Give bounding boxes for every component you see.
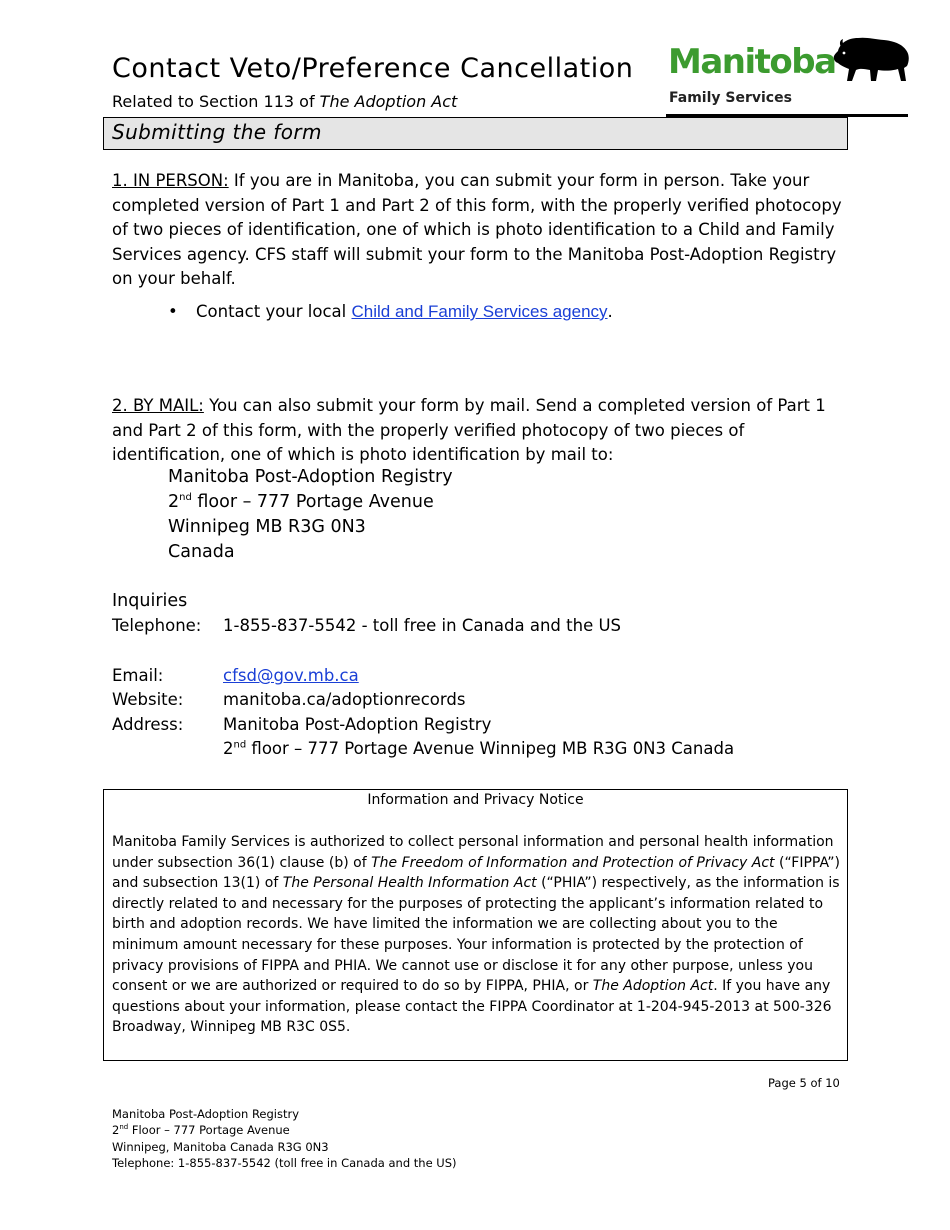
footer-line2: 2nd Floor – 777 Portage Avenue [112, 1123, 290, 1137]
in-person-paragraph [112, 169, 842, 292]
section-heading-bar [103, 117, 848, 150]
mail-address-line1: Manitoba Post-Adoption Registry [168, 467, 453, 487]
bison-icon [832, 35, 912, 87]
telephone-value: 1-855-837-5542 - toll free in Canada and the US [223, 616, 622, 635]
by-mail-label: 2. BY MAIL: [112, 396, 204, 415]
mail-address-line3: Winnipeg MB R3G 0N3 [168, 517, 366, 537]
manitoba-logo [666, 38, 910, 108]
in-person-text: If you are in Manitoba, you can submit your form in person. Take your completed version of Part 1 and Part 2 of this form, with the properly verified photocopy of two pieces of identification, one of which is photo identification to a Child and Family Services agency. CFS staff will submit your form to the Manitoba Post-Adoption Registry on your behalf. [112, 171, 842, 288]
footer-line3: Winnipeg, Manitoba Canada R3G 0N3 [112, 1140, 329, 1154]
footer-line1: Manitoba Post-Adoption Registry [112, 1107, 300, 1121]
privacy-notice-box [103, 789, 848, 1061]
email-label: Email: [112, 666, 164, 685]
form-title: Contact Veto/Preference Cancellation [112, 53, 634, 84]
footer-line4: Telephone: 1-855-837-5542 (toll free in Canada and the US) [112, 1156, 457, 1170]
address-value-line2: 2nd floor – 777 Portage Avenue Winnipeg MB R3G 0N3 Canada [223, 739, 735, 758]
bullet-suffix: . [607, 302, 613, 321]
by-mail-text: You can also submit your form by mail. Send a completed version of Part 1 and Part 2 of this form, with the properly verified photocopy of two pieces of identification, one of which is photo identification by mail to: [112, 396, 826, 464]
subtitle-act-name: The Adoption Act [319, 92, 458, 111]
address-label: Address: [112, 715, 184, 734]
in-person-label: 1. IN PERSON: [112, 171, 229, 190]
privacy-notice-text: Manitoba Family Services is authorized to collect personal information and personal health information under subsection 36(1) clause (b) of The Freedom of Information and Protection of Privacy Act (“FIPPA”) and subsection 13(1) of The Personal Health Information Act (“PHIA”) respectively, as the information is directly related to and necessary for the purposes of protecting the applicant’s information related to birth and adoption records. We have limited the information we are collecting about you to the minimum amount necessary for these purposes. Your information is protected by the protection of privacy provisions of FIPPA and PHIA. We cannot use or disclose it for any other purpose, unless you consent or we are authorized or required to do so by FIPPA, PHIA, or The Adoption Act. If you have any questions about your information, please contact the FIPPA Coordinator at 1-204-945-2013 at 500-326 Broadway, Winnipeg MB R3C 0S5. [112, 834, 841, 1036]
privacy-notice-title: Information and Privacy Notice [367, 792, 584, 808]
page-number: Page 5 of 10 [768, 1076, 840, 1090]
section-heading: Submitting the form [112, 120, 322, 144]
website-label: Website: [112, 690, 184, 709]
inquiries-heading: Inquiries [112, 591, 188, 611]
cfs-agency-link[interactable]: Child and Family Services agency [351, 302, 608, 321]
logo-wordmark: Manitoba [668, 42, 836, 82]
mail-address-line2: 2nd floor – 777 Portage Avenue [168, 492, 434, 512]
by-mail-paragraph [112, 394, 842, 468]
bullet-dot: • [168, 302, 178, 321]
website-value: manitoba.ca/adoptionrecords [223, 690, 466, 709]
email-link[interactable]: cfsd@gov.mb.ca [223, 666, 359, 685]
address-value-line1: Manitoba Post-Adoption Registry [223, 715, 492, 734]
subtitle-prefix: Related to Section 113 of [112, 92, 320, 111]
bullet-prefix: Contact your local [196, 302, 352, 321]
telephone-label: Telephone: [112, 616, 202, 635]
mail-address-line4: Canada [168, 542, 235, 562]
logo-department: Family Services [669, 90, 792, 106]
form-subtitle [112, 92, 457, 111]
